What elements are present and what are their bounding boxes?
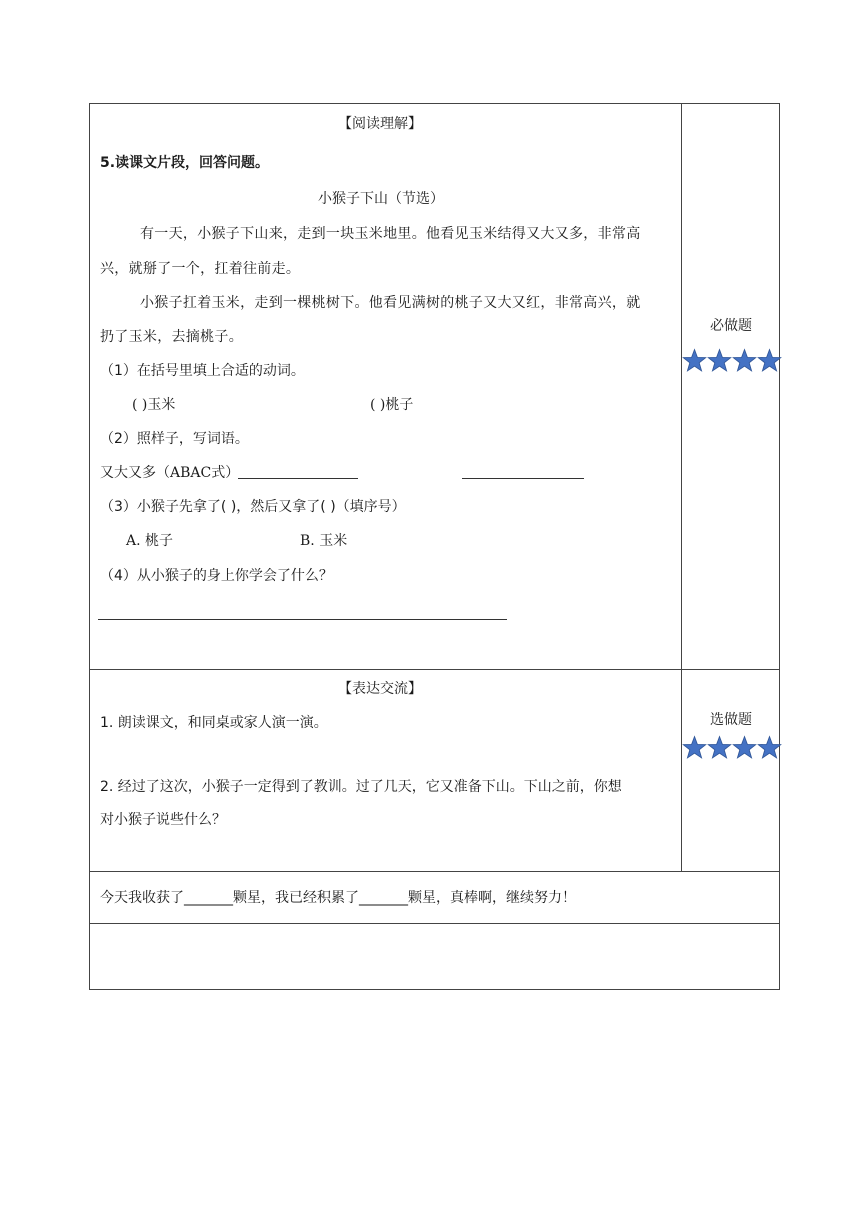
- star-icon[interactable]: [707, 348, 732, 373]
- passage-para1-line2: 兴，就掰了一个，扛着往前走。: [100, 261, 301, 277]
- required-label: 必做题: [710, 318, 752, 334]
- q3-option-b: B. 玉米: [300, 533, 348, 549]
- passage-para1-line1: 有一天，小猴子下山来，走到一块玉米地里。他看见玉米结得又大又多，非常高: [140, 226, 641, 242]
- q1-answer-peach[interactable]: ( )桃子: [370, 397, 414, 413]
- question-3: （3）小猴子先拿了( )，然后又拿了( )（填序号）: [100, 499, 406, 515]
- optional-label: 选做题: [710, 712, 752, 728]
- passage-para2-line2: 扔了玉米，去摘桃子。: [100, 329, 243, 345]
- q3-option-a: A. 桃子: [126, 533, 174, 549]
- summary-text: 今天我收获了_______颗星，我已经积累了_______颗星，真棒啊，继续努力！: [100, 890, 576, 906]
- expression-heading: 【表达交流】: [338, 681, 422, 697]
- passage-para2-line1: 小猴子扛着玉米，走到一棵桃树下。他看见满树的桃子又大又红，非常高兴，就: [140, 295, 641, 311]
- worksheet-table: [89, 103, 780, 990]
- expression-item-2-line1: 2. 经过了这次，小猴子一定得到了教训。过了几天，它又准备下山。下山之前，你想: [100, 779, 622, 795]
- required-star-rating[interactable]: [682, 348, 782, 373]
- q2-answer-line-2[interactable]: [462, 478, 584, 479]
- star-icon[interactable]: [757, 348, 782, 373]
- passage-title: 小猴子下山（节选）: [318, 191, 444, 207]
- star-icon[interactable]: [757, 735, 782, 760]
- q4-answer-line[interactable]: [98, 619, 507, 620]
- q1-answer-corn[interactable]: ( )玉米: [132, 397, 176, 413]
- blank-notes-row[interactable]: [90, 924, 779, 989]
- question-4: （4）从小猴子的身上你学会了什么？: [100, 568, 333, 584]
- star-icon[interactable]: [682, 735, 707, 760]
- expression-item-1: 1. 朗读课文，和同桌或家人演一演。: [100, 715, 328, 731]
- q2-answer-line-1[interactable]: [238, 478, 358, 479]
- expression-item-2-line2: 对小猴子说些什么？: [100, 812, 226, 828]
- star-icon[interactable]: [707, 735, 732, 760]
- question-1: （1）在括号里填上合适的动词。: [100, 363, 305, 379]
- optional-star-rating[interactable]: [682, 735, 782, 760]
- q2-example: 又大又多（ABAC式）: [100, 465, 240, 481]
- star-icon[interactable]: [682, 348, 707, 373]
- question-2: （2）照样子，写词语。: [100, 431, 249, 447]
- reading-heading: 【阅读理解】: [338, 116, 422, 132]
- star-icon[interactable]: [732, 348, 757, 373]
- question-5-title: 5.读课文片段，回答问题。: [100, 155, 270, 171]
- row-divider-1: [90, 669, 779, 670]
- row-divider-2: [90, 871, 779, 872]
- star-icon[interactable]: [732, 735, 757, 760]
